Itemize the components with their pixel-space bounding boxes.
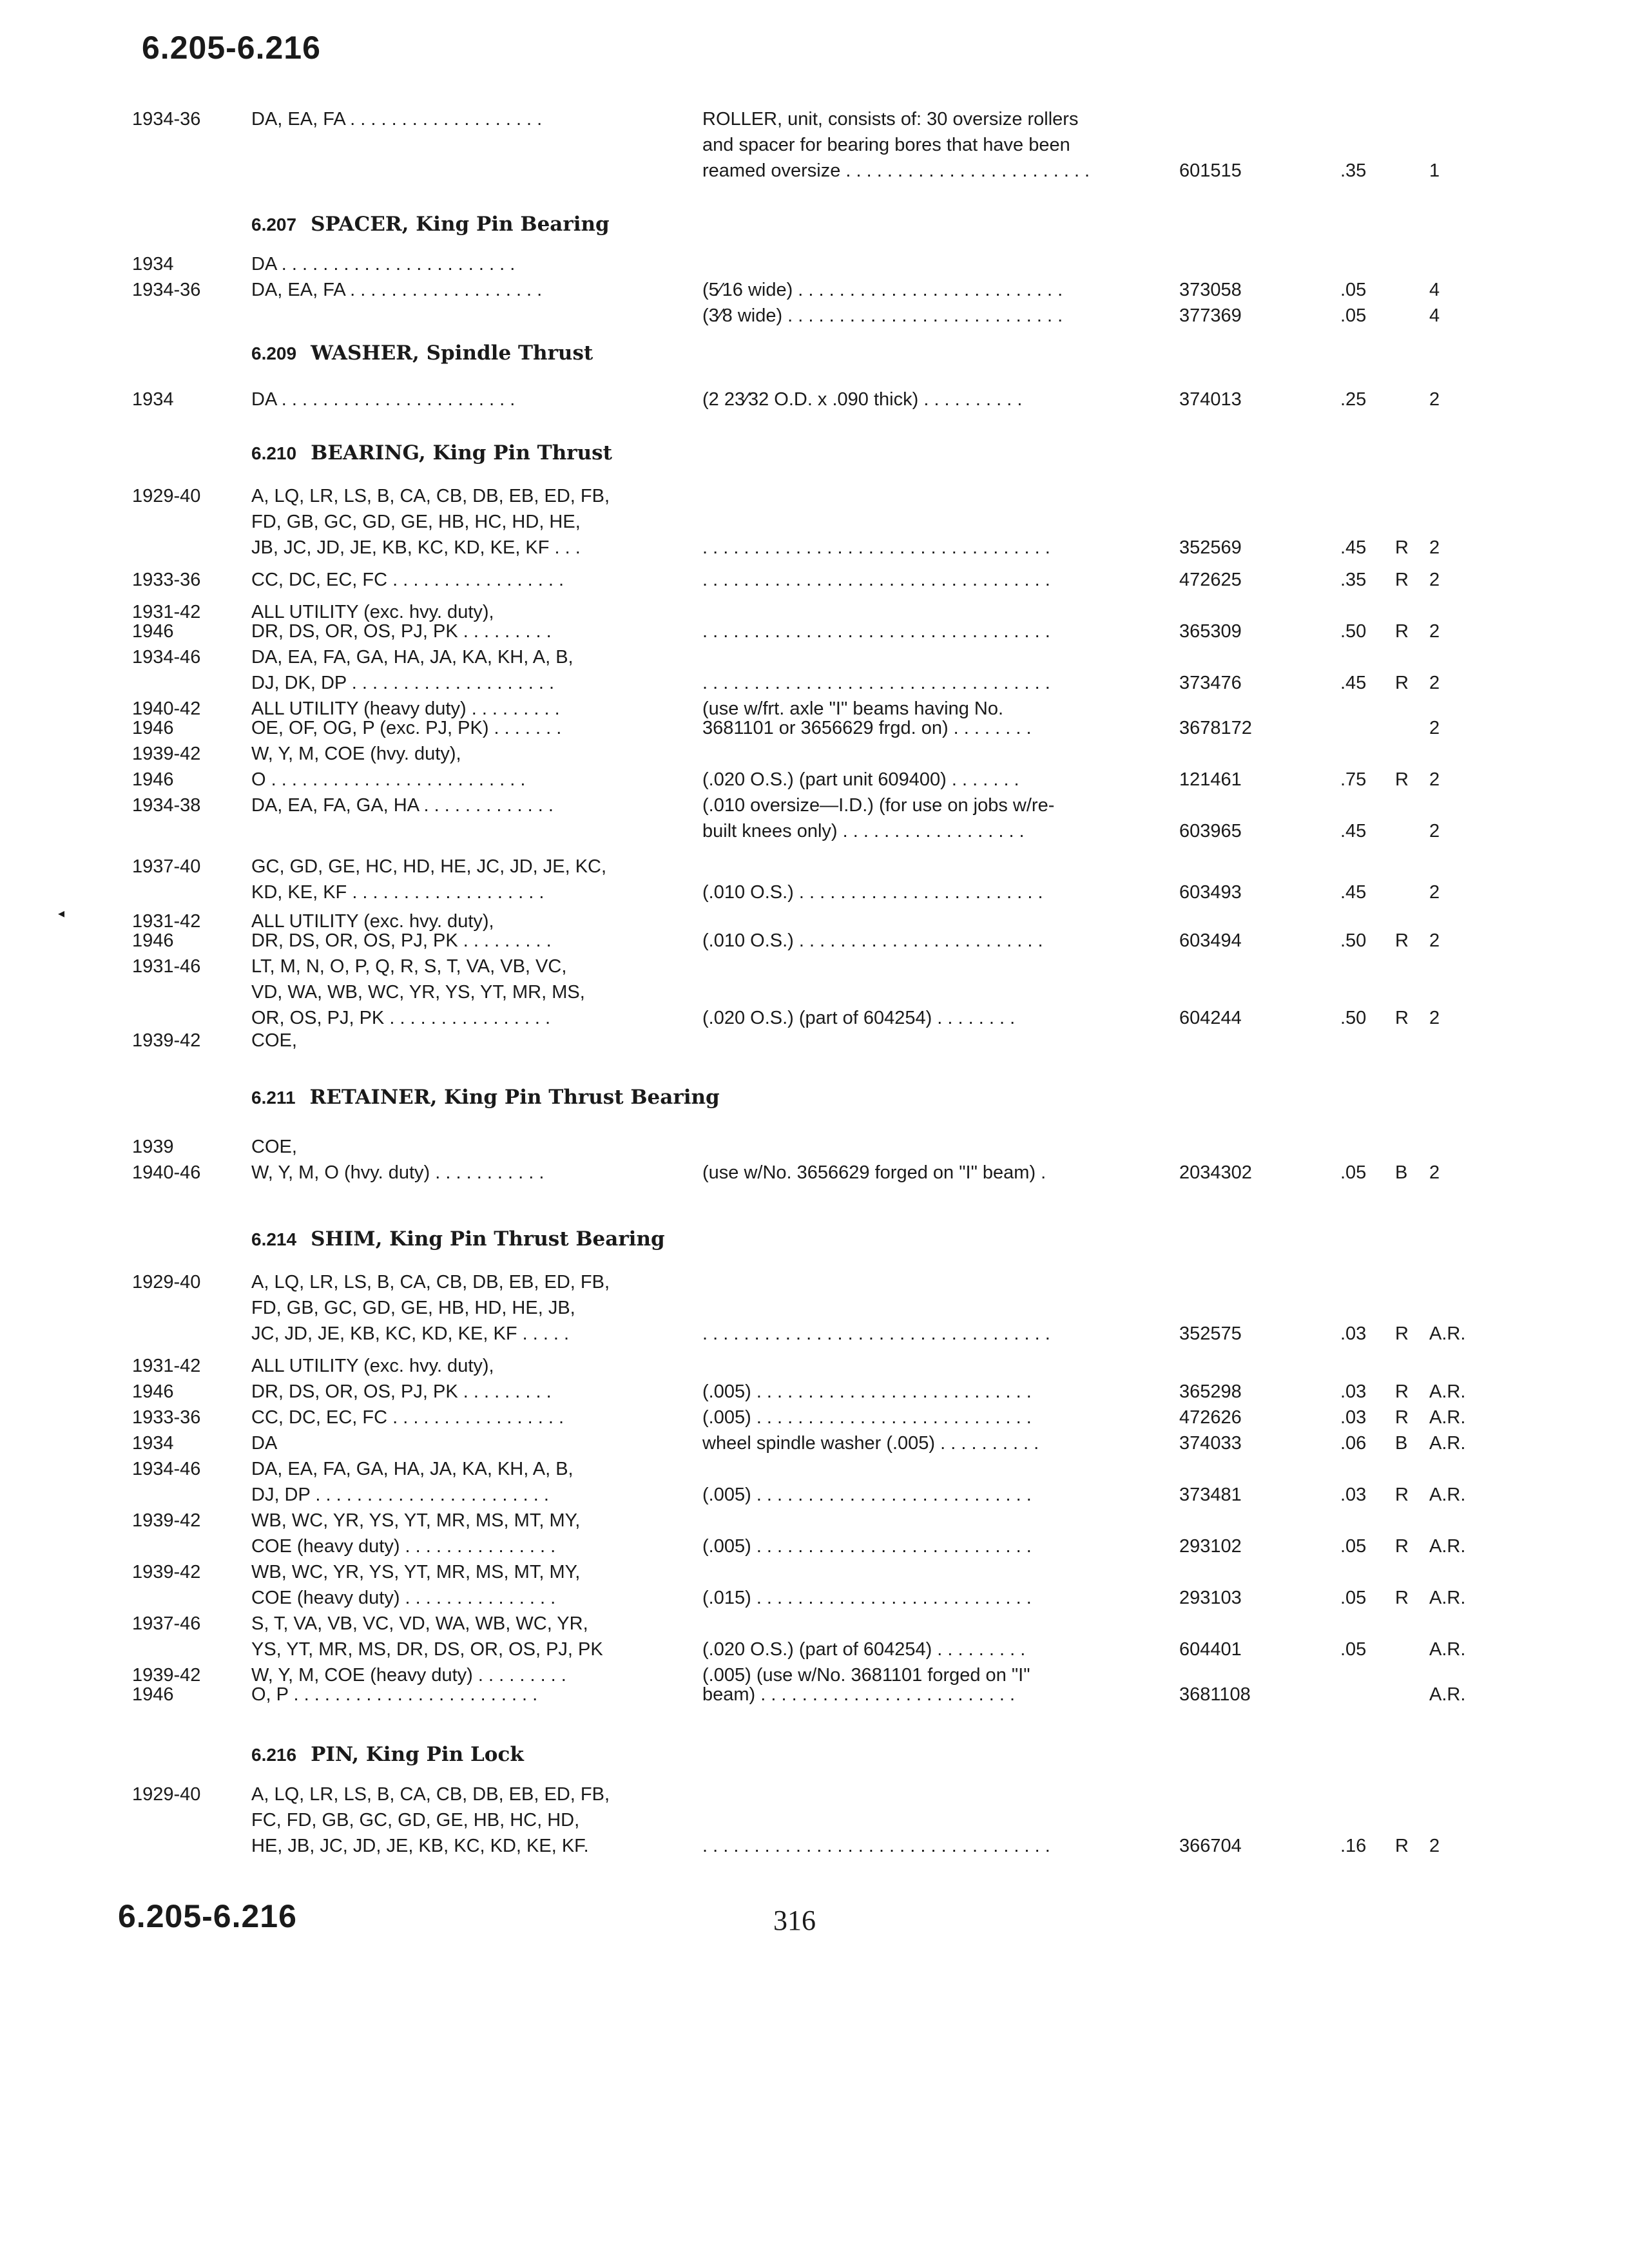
quantity: 2: [1429, 930, 1440, 951]
part-number: 293102: [1179, 1536, 1242, 1557]
model-line: S, T, VA, VB, VC, VD, WA, WB, WC, YR,: [251, 1613, 588, 1634]
model-line: DJ, DP . . . . . . . . . . . . . . . . . . . . . . .: [251, 1485, 549, 1505]
description-line: [702, 1559, 1032, 1585]
list-price: .03: [1340, 1381, 1367, 1402]
description-line: (.020 O.S.) (part unit 609400) . . . . . . .: [702, 769, 1019, 790]
model-line: OR, OS, PJ, PK . . . . . . . . . . . . . . . .: [251, 1008, 551, 1028]
year-range: 1931-42: [132, 911, 201, 932]
quantity: 4: [1429, 305, 1440, 326]
year-range: 1933-36: [132, 1407, 201, 1428]
description: [702, 619, 1050, 644]
description: [702, 1611, 1025, 1662]
description-line: (.020 O.S.) (part of 604254) . . . . . . . . .: [702, 1639, 1026, 1660]
quantity: 2: [1429, 769, 1440, 790]
part-number: 365309: [1179, 621, 1242, 642]
section-code: 6.216: [251, 1745, 297, 1765]
part-number: 293103: [1179, 1588, 1242, 1608]
price-flag: B: [1395, 1433, 1408, 1454]
section-code: 6.207: [251, 215, 297, 235]
model-line: JC, JD, JE, KB, KC, KD, KE, KF . . . . .: [251, 1323, 570, 1344]
part-number: 366704: [1179, 1836, 1242, 1856]
description-line: [702, 1295, 1050, 1321]
description: [702, 1559, 1032, 1611]
description: [702, 644, 1050, 696]
part-number: 377369: [1179, 305, 1242, 326]
description-line: (2 23⁄32 O.D. x .090 thick) . . . . . . . . . .: [702, 389, 1023, 410]
description-line: (.005) . . . . . . . . . . . . . . . . . . . . . . . . . . .: [702, 1381, 1032, 1402]
description-line: . . . . . . . . . . . . . . . . . . . . . . . . . . . . . . . . . .: [702, 1323, 1050, 1344]
quantity: 4: [1429, 280, 1440, 300]
price-flag: R: [1395, 621, 1409, 642]
description: [702, 854, 1043, 905]
model-line: DA, EA, FA . . . . . . . . . . . . . . . . . . .: [251, 280, 543, 300]
quantity: A.R.: [1429, 1381, 1466, 1402]
description: [702, 483, 1050, 561]
model-line: O, P . . . . . . . . . . . . . . . . . . . . . . . .: [251, 1684, 538, 1705]
model-list: [251, 387, 515, 412]
quantity: 2: [1429, 673, 1440, 693]
description-line: (.005) . . . . . . . . . . . . . . . . . . . . . . . . . . .: [702, 1485, 1032, 1505]
model-list: [251, 1682, 537, 1707]
year-range: 1934: [132, 1433, 174, 1454]
description-line: (.010 O.S.) . . . . . . . . . . . . . . . . . . . . . . . .: [702, 882, 1043, 903]
model-line: DA, EA, FA, GA, HA . . . . . . . . . . . . .: [251, 795, 554, 816]
model-line: DA . . . . . . . . . . . . . . . . . . . . . . .: [251, 389, 516, 410]
description: [702, 928, 1043, 954]
list-price: .45: [1340, 882, 1367, 903]
year-range: 1946: [132, 769, 174, 790]
year-range: 1933-36: [132, 570, 201, 590]
description-line: . . . . . . . . . . . . . . . . . . . . . . . . . . . . . . . . . .: [702, 1836, 1050, 1856]
quantity: 2: [1429, 621, 1440, 642]
part-number: 604244: [1179, 1008, 1242, 1028]
model-line: LT, M, N, O, P, Q, R, S, T, VA, VB, VC,: [251, 956, 567, 977]
model-list: [251, 1134, 297, 1160]
list-price: .03: [1340, 1485, 1367, 1505]
model-line: VD, WA, WB, WC, YR, YS, YT, MR, MS,: [251, 982, 585, 1003]
part-number: 365298: [1179, 1381, 1242, 1402]
model-list: [251, 1430, 277, 1456]
year-range: 1946: [132, 621, 174, 642]
price-flag: R: [1395, 537, 1409, 558]
part-number: 373058: [1179, 280, 1242, 300]
description: [702, 567, 1050, 593]
year-range: 1939-42: [132, 1665, 201, 1686]
quantity: A.R.: [1429, 1684, 1466, 1705]
model-list: [251, 1028, 297, 1053]
description-line: [702, 1456, 1032, 1482]
model-line: W, Y, M, O (hvy. duty) . . . . . . . . . . .: [251, 1162, 545, 1183]
price-flag: R: [1395, 1407, 1409, 1428]
description-line: and spacer for bearing bores that have been: [702, 135, 1070, 155]
part-number: 373481: [1179, 1485, 1242, 1505]
description-line: (.010 oversize—I.D.) (for use on jobs w/re-: [702, 795, 1055, 816]
description-line: [702, 1269, 1050, 1295]
description: [702, 767, 1019, 793]
section-heading: [251, 213, 610, 236]
page-footer-range: 6.205-6.216: [118, 1898, 297, 1934]
section-title: BEARING, King Pin Thrust: [311, 441, 612, 465]
description: [702, 1160, 1046, 1186]
list-price: .35: [1340, 160, 1367, 181]
description-line: [702, 1807, 1050, 1833]
model-list: [251, 854, 606, 905]
quantity: A.R.: [1429, 1536, 1466, 1557]
description: [702, 1682, 1015, 1707]
model-list: [251, 1782, 610, 1859]
model-list: [251, 954, 585, 1031]
quantity: A.R.: [1429, 1588, 1466, 1608]
price-flag: R: [1395, 1588, 1409, 1608]
list-price: .05: [1340, 1639, 1367, 1660]
description-line: wheel spindle washer (.005) . . . . . . . . . .: [702, 1433, 1039, 1454]
model-list: [251, 644, 574, 696]
list-price: .05: [1340, 1536, 1367, 1557]
part-number: 2034302: [1179, 1162, 1252, 1183]
model-line: FD, GB, GC, GD, GE, HB, HD, HE, JB,: [251, 1298, 575, 1318]
year-range: 1929-40: [132, 1784, 201, 1805]
model-line: A, LQ, LR, LS, B, CA, CB, DB, EB, ED, FB,: [251, 1784, 610, 1805]
list-price: .50: [1340, 1008, 1367, 1028]
section-code: 6.210: [251, 443, 297, 463]
model-line: DA, EA, FA . . . . . . . . . . . . . . . . . . .: [251, 109, 543, 130]
quantity: 2: [1429, 1008, 1440, 1028]
model-list: [251, 619, 552, 644]
part-number: 604401: [1179, 1639, 1242, 1660]
margin-mark: ◂: [58, 907, 65, 921]
price-flag: R: [1395, 1836, 1409, 1856]
section-code: 6.214: [251, 1229, 297, 1249]
part-number: 603965: [1179, 821, 1242, 841]
part-number: 3681108: [1179, 1684, 1251, 1705]
year-range: 1934: [132, 389, 174, 410]
model-line: O . . . . . . . . . . . . . . . . . . . . . . . . .: [251, 769, 526, 790]
year-range: 1931-42: [132, 602, 201, 622]
model-line: COE (heavy duty) . . . . . . . . . . . . . . .: [251, 1588, 556, 1608]
model-line: OE, OF, OG, P (exc. PJ, PK) . . . . . . .: [251, 718, 562, 738]
description: [702, 954, 1015, 1031]
part-number: 374013: [1179, 389, 1242, 410]
list-price: .45: [1340, 821, 1367, 841]
description: [702, 1269, 1050, 1347]
price-flag: R: [1395, 930, 1409, 951]
description-line: (.020 O.S.) (part of 604254) . . . . . . . .: [702, 1008, 1016, 1028]
model-line: DR, DS, OR, OS, PJ, PK . . . . . . . . .: [251, 1381, 552, 1402]
description: [702, 1456, 1032, 1508]
year-range: 1931-42: [132, 1356, 201, 1376]
quantity: 2: [1429, 1162, 1440, 1183]
model-list: [251, 106, 542, 132]
description-line: . . . . . . . . . . . . . . . . . . . . . . . . . . . . . . . . . .: [702, 537, 1050, 558]
year-range: 1937-40: [132, 856, 201, 877]
description-line: (.015) . . . . . . . . . . . . . . . . . . . . . . . . . . .: [702, 1588, 1032, 1608]
list-price: .25: [1340, 389, 1367, 410]
model-line: ALL UTILITY (heavy duty) . . . . . . . . .: [251, 698, 560, 719]
description-line: [702, 979, 1015, 1005]
year-range: 1939-42: [132, 1562, 201, 1582]
year-range: 1940-42: [132, 698, 201, 719]
model-list: [251, 793, 554, 818]
model-line: COE (heavy duty) . . . . . . . . . . . . . . .: [251, 1536, 556, 1557]
model-list: [251, 741, 461, 767]
list-price: .50: [1340, 930, 1367, 951]
description: [702, 106, 1090, 184]
model-list: [251, 767, 525, 793]
quantity: A.R.: [1429, 1323, 1466, 1344]
description-line: . . . . . . . . . . . . . . . . . . . . . . . . . . . . . . . . . .: [702, 570, 1050, 590]
model-line: A, LQ, LR, LS, B, CA, CB, DB, EB, ED, FB,: [251, 1272, 610, 1293]
section-heading: [251, 341, 593, 365]
model-list: [251, 1379, 552, 1405]
model-line: W, Y, M, COE (hvy. duty),: [251, 744, 461, 764]
section-heading: [251, 441, 612, 465]
price-flag: R: [1395, 1485, 1409, 1505]
description-line: (.005) . . . . . . . . . . . . . . . . . . . . . . . . . . .: [702, 1536, 1032, 1557]
model-line: YS, YT, MR, MS, DR, DS, OR, OS, PJ, PK: [251, 1639, 603, 1660]
part-number: 352575: [1179, 1323, 1242, 1344]
section-heading: [251, 1743, 524, 1766]
model-line: CC, DC, EC, FC . . . . . . . . . . . . . . . . .: [251, 1407, 564, 1428]
description: [702, 387, 1022, 412]
year-range: 1934-38: [132, 795, 201, 816]
model-line: ALL UTILITY (exc. hvy. duty),: [251, 1356, 494, 1376]
model-line: GC, GD, GE, HC, HD, HE, JC, JD, JE, KC,: [251, 856, 607, 877]
year-range: 1934-46: [132, 1459, 201, 1479]
section-title: RETAINER, King Pin Thrust Bearing: [309, 1086, 720, 1109]
description-line: . . . . . . . . . . . . . . . . . . . . . . . . . . . . . . . . . .: [702, 673, 1050, 693]
model-line: DA, EA, FA, GA, HA, JA, KA, KH, A, B,: [251, 1459, 574, 1479]
year-range: 1946: [132, 1381, 174, 1402]
list-price: .05: [1340, 1162, 1367, 1183]
price-flag: R: [1395, 1381, 1409, 1402]
description-line: [702, 1508, 1032, 1533]
page-header-range: 6.205-6.216: [142, 30, 321, 66]
model-list: [251, 1611, 603, 1662]
price-flag: R: [1395, 1323, 1409, 1344]
year-range: 1939: [132, 1137, 174, 1157]
list-price: .45: [1340, 537, 1367, 558]
description: [702, 1782, 1050, 1859]
description-line: [702, 509, 1050, 535]
description: [702, 1405, 1032, 1430]
model-list: [251, 483, 610, 561]
model-list: [251, 1405, 564, 1430]
price-flag: R: [1395, 769, 1409, 790]
description-line: (.005) (use w/No. 3681101 forged on "I": [702, 1665, 1030, 1686]
model-list: [251, 567, 564, 593]
description-line: beam) . . . . . . . . . . . . . . . . . . . . . . . . .: [702, 1684, 1016, 1705]
year-range: 1940-46: [132, 1162, 201, 1183]
year-range: 1931-46: [132, 956, 201, 977]
list-price: .05: [1340, 1588, 1367, 1608]
model-line: DA, EA, FA, GA, HA, JA, KA, KH, A, B,: [251, 647, 574, 668]
part-number: 121461: [1179, 769, 1242, 790]
part-number: 3678172: [1179, 718, 1252, 738]
model-line: ALL UTILITY (exc. hvy. duty),: [251, 602, 494, 622]
description: [702, 277, 1063, 329]
model-line: JB, JC, JD, JE, KB, KC, KD, KE, KF . . .: [251, 537, 581, 558]
year-range: 1939-42: [132, 1030, 201, 1051]
quantity: A.R.: [1429, 1639, 1466, 1660]
model-line: HE, JB, JC, JD, JE, KB, KC, KD, KE, KF.: [251, 1836, 589, 1856]
description-line: (use w/No. 3656629 forged on "I" beam) .: [702, 1162, 1046, 1183]
year-range: 1946: [132, 718, 174, 738]
model-line: KD, KE, KF . . . . . . . . . . . . . . . . . . .: [251, 882, 545, 903]
list-price: .06: [1340, 1433, 1367, 1454]
quantity: 2: [1429, 882, 1440, 903]
model-line: COE,: [251, 1137, 297, 1157]
description-line: (.010 O.S.) . . . . . . . . . . . . . . . . . . . . . . . .: [702, 930, 1043, 951]
model-line: CC, DC, EC, FC . . . . . . . . . . . . . . . . .: [251, 570, 564, 590]
quantity: 2: [1429, 537, 1440, 558]
part-number: 472625: [1179, 570, 1242, 590]
description-line: (use w/frt. axle "I" beams having No.: [702, 698, 1004, 719]
list-price: .03: [1340, 1407, 1367, 1428]
description-line: reamed oversize . . . . . . . . . . . . . . . . . . . . . . . .: [702, 160, 1090, 181]
description: [702, 1430, 1039, 1456]
year-range: 1934-36: [132, 280, 201, 300]
quantity: 2: [1429, 1836, 1440, 1856]
quantity: 2: [1429, 821, 1440, 841]
year-range: 1946: [132, 1684, 174, 1705]
model-line: WB, WC, YR, YS, YT, MR, MS, MT, MY,: [251, 1510, 581, 1531]
year-range: 1946: [132, 930, 174, 951]
section-heading: [251, 1086, 720, 1109]
section-title: SPACER, King Pin Bearing: [311, 213, 610, 236]
description-line: [702, 954, 1015, 979]
description-line: [702, 1782, 1050, 1807]
model-line: DR, DS, OR, OS, PJ, PK . . . . . . . . .: [251, 930, 552, 951]
description-line: (.005) . . . . . . . . . . . . . . . . . . . . . . . . . . .: [702, 1407, 1032, 1428]
section-title: WASHER, Spindle Thrust: [311, 341, 593, 365]
list-price: .05: [1340, 305, 1367, 326]
description-line: (3⁄8 wide) . . . . . . . . . . . . . . . . . . . . . . . . . . .: [702, 305, 1063, 326]
list-price: .05: [1340, 280, 1367, 300]
model-line: DA . . . . . . . . . . . . . . . . . . . . . . .: [251, 254, 516, 274]
description: [702, 715, 1032, 741]
model-line: COE,: [251, 1030, 297, 1051]
model-list: [251, 928, 552, 954]
price-flag: R: [1395, 1536, 1409, 1557]
model-line: A, LQ, LR, LS, B, CA, CB, DB, EB, ED, FB,: [251, 486, 610, 506]
model-list: [251, 1269, 610, 1347]
description: [702, 1379, 1032, 1405]
part-number: 603494: [1179, 930, 1242, 951]
year-range: 1929-40: [132, 1272, 201, 1293]
model-line: FC, FD, GB, GC, GD, GE, HB, HC, HD,: [251, 1810, 580, 1831]
quantity: 1: [1429, 160, 1440, 181]
list-price: .16: [1340, 1836, 1367, 1856]
part-number: 352569: [1179, 537, 1242, 558]
year-range: 1929-40: [132, 486, 201, 506]
description-line: ROLLER, unit, consists of: 30 oversize rollers: [702, 109, 1079, 130]
year-range: 1934-46: [132, 647, 201, 668]
year-range: 1939-42: [132, 744, 201, 764]
model-line: W, Y, M, COE (heavy duty) . . . . . . . . .: [251, 1665, 566, 1686]
quantity: 2: [1429, 389, 1440, 410]
model-list: [251, 277, 542, 303]
year-range: 1934-36: [132, 109, 201, 130]
part-number: 373476: [1179, 673, 1242, 693]
quantity: 2: [1429, 570, 1440, 590]
model-list: [251, 251, 515, 277]
description-line: [702, 854, 1043, 879]
description: [702, 793, 1054, 844]
model-list: [251, 1353, 494, 1379]
description-line: [702, 1611, 1025, 1637]
section-heading: [251, 1227, 665, 1251]
description-line: [702, 483, 1050, 509]
model-list: [251, 1559, 580, 1611]
list-price: .03: [1340, 1323, 1367, 1344]
model-line: FD, GB, GC, GD, GE, HB, HC, HD, HE,: [251, 512, 581, 532]
price-flag: B: [1395, 1162, 1408, 1183]
section-title: PIN, King Pin Lock: [311, 1743, 524, 1766]
quantity: 2: [1429, 718, 1440, 738]
list-price: .45: [1340, 673, 1367, 693]
section-code: 6.209: [251, 343, 297, 363]
part-number: 601515: [1179, 160, 1242, 181]
section-code: 6.211: [251, 1088, 296, 1108]
description: [702, 1508, 1032, 1559]
year-range: 1939-42: [132, 1510, 201, 1531]
description-line: . . . . . . . . . . . . . . . . . . . . . . . . . . . . . . . . . .: [702, 621, 1050, 642]
model-line: DA: [251, 1433, 278, 1454]
quantity: A.R.: [1429, 1485, 1466, 1505]
description-line: built knees only) . . . . . . . . . . . . . . . . . .: [702, 821, 1025, 841]
model-list: [251, 1508, 580, 1559]
price-flag: R: [1395, 570, 1409, 590]
model-line: ALL UTILITY (exc. hvy. duty),: [251, 911, 494, 932]
part-number: 603493: [1179, 882, 1242, 903]
model-line: DJ, DK, DP . . . . . . . . . . . . . . . . . . . .: [251, 673, 555, 693]
quantity: A.R.: [1429, 1433, 1466, 1454]
price-flag: R: [1395, 673, 1409, 693]
section-title: SHIM, King Pin Thrust Bearing: [311, 1227, 665, 1251]
model-line: DR, DS, OR, OS, PJ, PK . . . . . . . . .: [251, 621, 552, 642]
description-line: (5⁄16 wide) . . . . . . . . . . . . . . . . . . . . . . . . . .: [702, 280, 1063, 300]
year-range: 1934: [132, 254, 174, 274]
model-list: [251, 1456, 574, 1508]
model-list: [251, 715, 561, 741]
model-list: [251, 1160, 544, 1186]
list-price: .50: [1340, 621, 1367, 642]
part-number: 374033: [1179, 1433, 1242, 1454]
description-line: [702, 644, 1050, 670]
model-line: WB, WC, YR, YS, YT, MR, MS, MT, MY,: [251, 1562, 581, 1582]
list-price: .75: [1340, 769, 1367, 790]
quantity: A.R.: [1429, 1407, 1466, 1428]
part-number: 472626: [1179, 1407, 1242, 1428]
price-flag: R: [1395, 1008, 1409, 1028]
page-number: 316: [773, 1905, 816, 1936]
year-range: 1937-46: [132, 1613, 201, 1634]
list-price: .35: [1340, 570, 1367, 590]
description-line: 3681101 or 3656629 frgd. on) . . . . . . . .: [702, 718, 1032, 738]
